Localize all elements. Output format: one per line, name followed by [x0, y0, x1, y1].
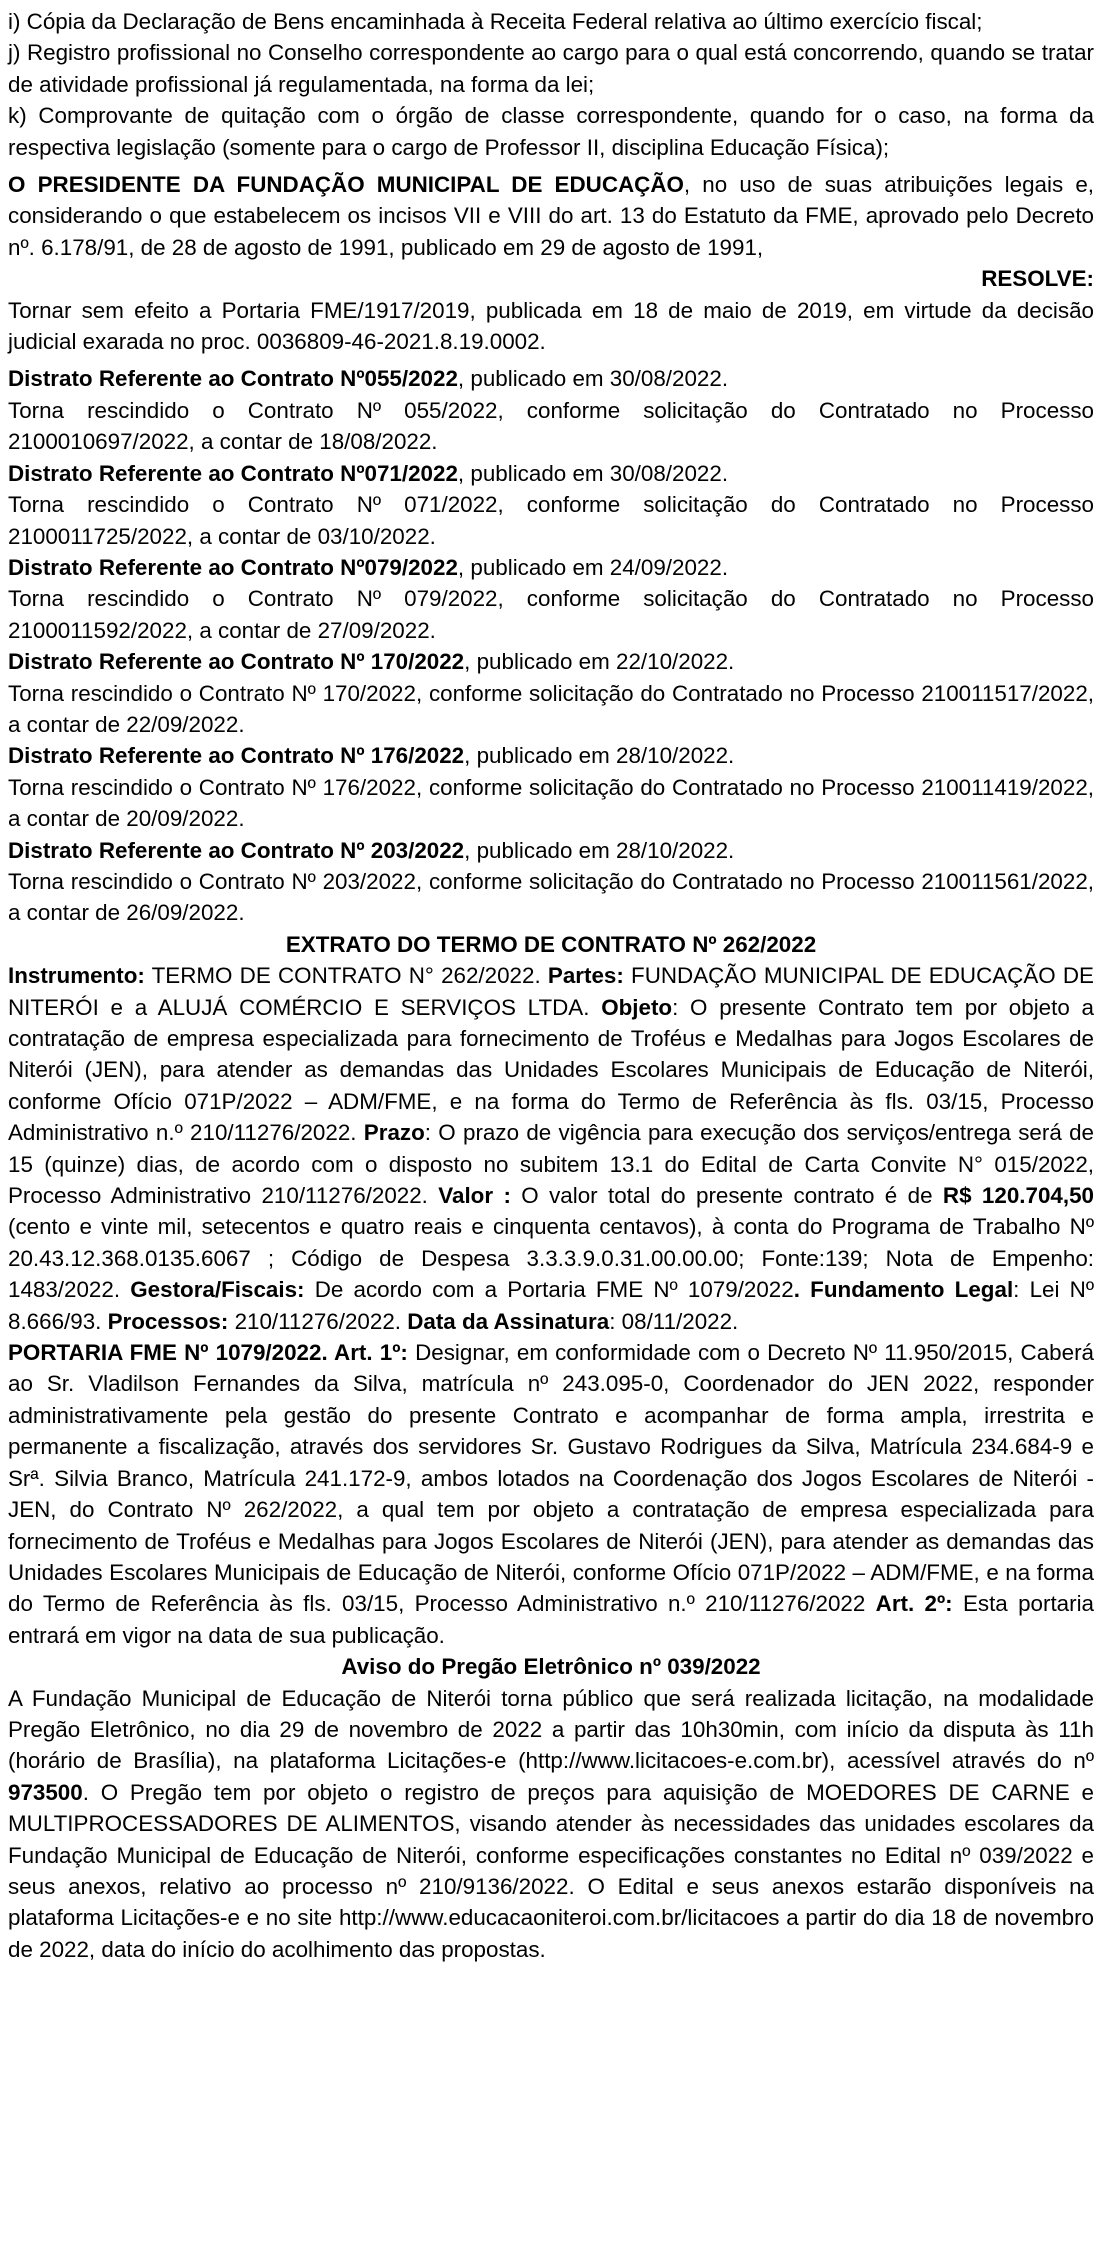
extrato-paragraph: Instrumento: TERMO DE CONTRATO N° 262/2022. Partes: FUNDAÇÃO MUNICIPAL DE EDUCAÇÃO DE NITERÓI e a ALUJÁ COMÉRCIO E SERVIÇOS LTDA. Objeto: O presente Contrato tem por objeto a contratação de empresa especializada para fornecimento de Troféus e Medalhas para Jogos Escolares de Niterói (JEN), para atender as demandas das Unidades Escolares Municipais de Educação de Niterói, conforme Ofício 071P/2022 – ADM/FME, e na forma do Termo de Referência às fls. 03/15, Processo Administrativo n.º 210/11276/2022. Prazo: O prazo de vigência para execução dos serviços/entrega será de 15 (quinze) dias, de acordo com o disposto no subitem 13.1 do Edital de Carta Convite N° 015/2022, Processo Administrativo 210/11276/2022. Valor : O valor total do presente contrato é de R$ 120.704,50 (cento e vinte mil, setecentos e quatro reais e cinquenta centavos), à conta do Programa de Trabalho Nº 20.43.12.368.0135.6067 ; Código de Despesa 3.3.3.9.0.31.00.00.00; Fonte:139; Nota de Empenho: 1483/2022. Gestora/Fiscais: De acordo com a Portaria FME Nº 1079/2022. Fundamento Legal: Lei Nº 8.666/93. Processos: 210/11276/2022. Data da Assinatura: 08/11/2022.	[8, 963, 1094, 1334]
distrato-title: Distrato Referente ao Contrato Nº071/2022, publicado em 30/08/2022.	[8, 460, 729, 486]
distrato-body: Torna rescindido o Contrato Nº 176/2022, conforme solicitação do Contratado no Processo 210011419/2022, a contar de 20/09/2022.	[8, 774, 1094, 832]
list-item-i: i) Cópia da Declaração de Bens encaminhada à Receita Federal relativa ao último exercício fiscal;	[8, 9, 983, 34]
pregao-heading: Aviso do Pregão Eletrônico nº 039/2022	[341, 1654, 761, 1680]
distrato-body: Torna rescindido o Contrato Nº 203/2022, conforme solicitação do Contratado no Processo 210011561/2022, a contar de 26/09/2022.	[8, 868, 1094, 926]
list-item-j: j) Registro profissional no Conselho correspondente ao cargo para o qual está concorrendo, quando se tratar de atividade profissional já regulamentada, na forma da lei;	[8, 40, 1094, 97]
pregao-paragraph: A Fundação Municipal de Educação de Niterói torna público que será realizada licitação, na modalidade Pregão Eletrônico, no dia 29 de novembro de 2022 a partir das 10h30min, com início da disputa às 11h (horário de Brasília), na plataforma Licitações-e (http://www.licitacoes-e.com.br), acessível através do nº 973500. O Pregão tem por objeto o registro de preços para aquisição de MOEDORES DE CARNE e MULTIPROCESSADORES DE ALIMENTOS, visando atender às necessidades das unidades escolares da Fundação Municipal de Educação de Niterói, conforme especificações constantes no Edital nº 039/2022 e seus anexos, relativo ao processo nº 210/9136/2022. O Edital e seus anexos estarão disponíveis na plataforma Licitações-e e no site http://www.educacaoniteroi.com.br/licitacoes a partir do dia 18 de novembro de 2022, data do início do acolhimento das propostas.	[8, 1685, 1094, 1962]
distrato-title: Distrato Referente ao Contrato Nº079/2022, publicado em 24/09/2022.	[8, 554, 729, 580]
distrato-title: Distrato Referente ao Contrato Nº 176/2022, publicado em 28/10/2022.	[8, 743, 735, 769]
resolve-heading: RESOLVE:	[981, 266, 1094, 292]
distrato-body: Torna rescindido o Contrato Nº 071/2022, conforme solicitação do Contratado no Processo 2100011725/2022, a contar de 03/10/2022.	[8, 492, 1094, 549]
presidente-text: , no uso de suas atribuições legais e, considerando o que estabelecem os incisos VII e VIII do art. 13 do Estatuto da FME, aprovado pelo Decreto nº. 6.178/91, de 28 de agosto de 1991, publicado em 29 de agosto de 1991,	[8, 172, 1094, 260]
distrato-body: Torna rescindido o Contrato Nº 055/2022, conforme solicitação do Contratado no Processo 2100010697/2022, a contar de 18/08/2022.	[8, 397, 1094, 455]
contract-value: R$ 120.704,50	[942, 1183, 1094, 1209]
presidente-paragraph	[8, 169, 1094, 263]
distrato-body: Torna rescindido o Contrato Nº 079/2022, conforme solicitação do Contratado no Processo 2100011592/2022, a contar de 27/09/2022.	[8, 586, 1094, 643]
presidente-lead: O PRESIDENTE DA FUNDAÇÃO MUNICIPAL DE EDUCAÇÃO	[8, 172, 684, 198]
tornar-paragraph: Tornar sem efeito a Portaria FME/1917/2019, publicada em 18 de maio de 2019, em virtude da decisão judicial exarada no proc. 0036809-46-2021.8.19.0002.	[8, 297, 1094, 355]
distrato-body: Torna rescindido o Contrato Nº 170/2022, conforme solicitação do Contratado no Processo 210011517/2022, a contar de 22/09/2022.	[8, 680, 1094, 737]
portaria-lead: PORTARIA FME Nº 1079/2022. Art. 1º:	[8, 1340, 408, 1366]
distrato-title: Distrato Referente ao Contrato Nº 203/2022, publicado em 28/10/2022.	[8, 837, 735, 863]
portaria-paragraph: PORTARIA FME Nº 1079/2022. Art. 1º: Designar, em conformidade com o Decreto Nº 11.950/2015, Caberá ao Sr. Vladilson Fernandes da Silva, matrícula nº 243.095-0, Coordenador do JEN 2022, responder administrativamente pela gestão do presente Contrato e acompanhar de forma ampla, irrestrita e permanente a fiscalização, através dos servidores Sr. Gustavo Rodrigues da Silva, Matrícula 234.684-9 e Srª. Silvia Branco, Matrícula 241.172-9, ambos lotados na Coordenação dos Jogos Escolares de Niterói - JEN, do Contrato Nº 262/2022, a qual tem por objeto a contratação de empresa especializada para fornecimento de Troféus e Medalhas para Jogos Escolares de Niterói (JEN), para atender as demandas das Unidades Escolares Municipais de Educação de Niterói, conforme Ofício 071P/2022 – ADM/FME, e na forma do Termo de Referência às fls. 03/15, Processo Administrativo n.º 210/11276/2022 Art. 2º: Esta portaria entrará em vigor na data de sua publicação.	[8, 1340, 1094, 1648]
extrato-heading: EXTRATO DO TERMO DE CONTRATO Nº 262/2022	[285, 931, 817, 957]
pregao-number: 973500	[8, 1779, 83, 1805]
distrato-title: Distrato Referente ao Contrato Nº 170/2022, publicado em 22/10/2022.	[8, 649, 735, 675]
list-item-k: k) Comprovante de quitação com o órgão de classe correspondente, quando for o caso, na forma da respectiva legislação (somente para o cargo de Professor II, disciplina Educação Física);	[8, 103, 1094, 160]
distrato-title: Distrato Referente ao Contrato Nº055/2022, publicado em 30/08/2022.	[8, 366, 729, 392]
